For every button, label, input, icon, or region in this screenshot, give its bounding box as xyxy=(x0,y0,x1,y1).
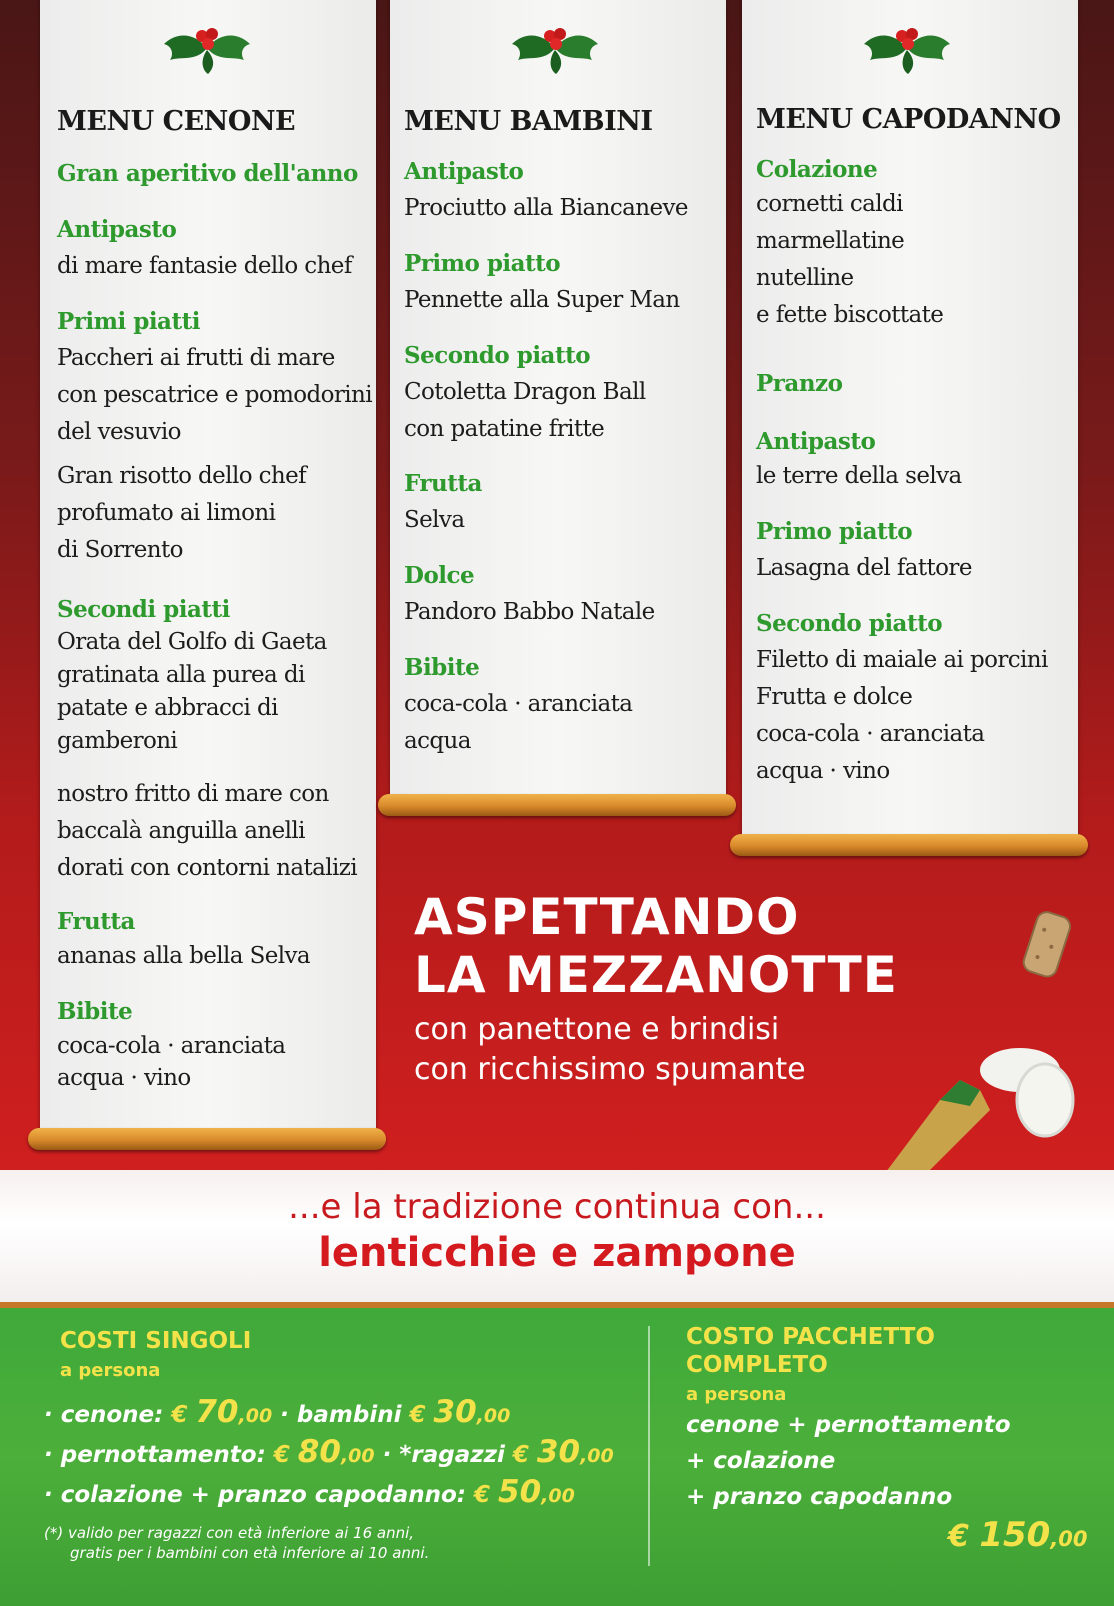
package-price: € 150,00 xyxy=(948,1515,1088,1555)
section-label: Dolce xyxy=(404,562,475,589)
section-label: Antipasto xyxy=(756,428,876,455)
menu-item: Selva xyxy=(404,507,465,533)
promo-heading-line1: ASPETTANDO xyxy=(414,888,800,946)
section-label: Secondi piatti xyxy=(57,596,230,623)
menu-item: Prociutto alla Biancaneve xyxy=(404,195,688,221)
menu-item: cornetti caldi marmellatine nutelline e fette biscottate xyxy=(756,191,944,328)
package-title-line2: COMPLETO xyxy=(686,1352,828,1378)
package-line: + pranzo capodanno xyxy=(686,1484,953,1510)
section-label: Gran aperitivo dell'anno xyxy=(57,160,358,187)
scroll-rod xyxy=(730,834,1088,856)
menu-item: Filetto di maiale ai porcini Frutta e dolce coca-cola · aranciata acqua · vino xyxy=(756,647,1048,784)
footnote-line2: gratis per i bambini con età inferiore ai 10 anni. xyxy=(70,1544,430,1562)
scroll-rod xyxy=(28,1128,386,1150)
menu-item: Gran risotto dello chef profumato ai limoni di Sorrento xyxy=(57,463,307,563)
tradition-line2: lenticchie e zampone xyxy=(318,1230,796,1276)
promo-heading-line2: LA MEZZANOTTE xyxy=(414,946,898,1004)
price-row-colazione: · colazione + pranzo capodanno: € 50,00 xyxy=(44,1474,575,1510)
menu-item: ananas alla bella Selva xyxy=(57,943,311,969)
footnote-line1: (*) valido per ragazzi con età inferiore ai 16 anni, xyxy=(44,1524,415,1542)
menu-item: Paccheri ai frutti di mare con pescatrice e pomodorini del vesuvio xyxy=(57,345,373,445)
section-label: Frutta xyxy=(57,908,135,935)
menu-bambini-title: MENU BAMBINI xyxy=(404,106,653,137)
section-label: Primo piatto xyxy=(756,518,913,545)
holly-icon xyxy=(510,22,600,74)
menu-cenone-title: MENU CENONE xyxy=(57,106,296,137)
package-subtitle: a persona xyxy=(686,1384,787,1405)
promo-subtitle-line2: con ricchissimo spumante xyxy=(414,1052,806,1087)
menu-item: Pennette alla Super Man xyxy=(404,287,680,313)
section-label: Secondo piatto xyxy=(756,610,943,637)
menu-item: nostro fritto di mare con baccalà anguilla anelli dorati con contorni natalizi xyxy=(57,781,358,881)
menu-item: di mare fantasie dello chef xyxy=(57,253,352,279)
section-label: Secondo piatto xyxy=(404,342,591,369)
tradition-line1: ...e la tradizione continua con... xyxy=(288,1187,826,1227)
package-line: + colazione xyxy=(686,1448,836,1474)
scroll-rod xyxy=(378,794,736,816)
package-title-line1: COSTO PACCHETTO xyxy=(686,1324,935,1350)
menu-item: Orata del Golfo di Gaeta gratinata alla purea di patate e abbracci di gamberoni xyxy=(57,629,327,754)
menu-item: le terre della selva xyxy=(756,463,962,489)
section-label: Antipasto xyxy=(404,158,524,185)
section-label: Bibite xyxy=(57,998,133,1025)
menu-item: Cotoletta Dragon Ball con patatine fritte xyxy=(404,379,646,442)
price-row-pernottamento: · pernottamento: € 80,00 · *ragazzi € 30,00 xyxy=(44,1434,614,1470)
pricing-divider xyxy=(648,1326,650,1566)
section-label: Bibite xyxy=(404,654,480,681)
section-label: Frutta xyxy=(404,470,482,497)
menu-item: Pandoro Babbo Natale xyxy=(404,599,655,625)
section-label: Primi piatti xyxy=(57,308,200,335)
menu-item: Lasagna del fattore xyxy=(756,555,972,581)
cork-icon xyxy=(1010,905,1080,995)
section-label: Pranzo xyxy=(756,370,843,397)
single-costs-title: COSTI SINGOLI xyxy=(60,1328,252,1354)
single-costs-subtitle: a persona xyxy=(60,1360,161,1381)
section-label: Colazione xyxy=(756,156,878,183)
menu-item: coca-cola · aranciata acqua xyxy=(404,691,633,754)
menu-capodanno-title: MENU CAPODANNO xyxy=(756,104,1061,135)
holly-icon xyxy=(162,22,252,74)
holly-icon xyxy=(862,22,952,74)
price-row-cenone: · cenone: € 70,00 · bambini € 30,00 xyxy=(44,1394,511,1430)
package-line: cenone + pernottamento xyxy=(686,1412,1011,1438)
menu-item: coca-cola · aranciata acqua · vino xyxy=(57,1033,286,1091)
section-label: Primo piatto xyxy=(404,250,561,277)
promo-subtitle-line1: con panettone e brindisi xyxy=(414,1012,780,1047)
section-label: Antipasto xyxy=(57,216,177,243)
champagne-bottle-icon xyxy=(880,1040,1110,1180)
